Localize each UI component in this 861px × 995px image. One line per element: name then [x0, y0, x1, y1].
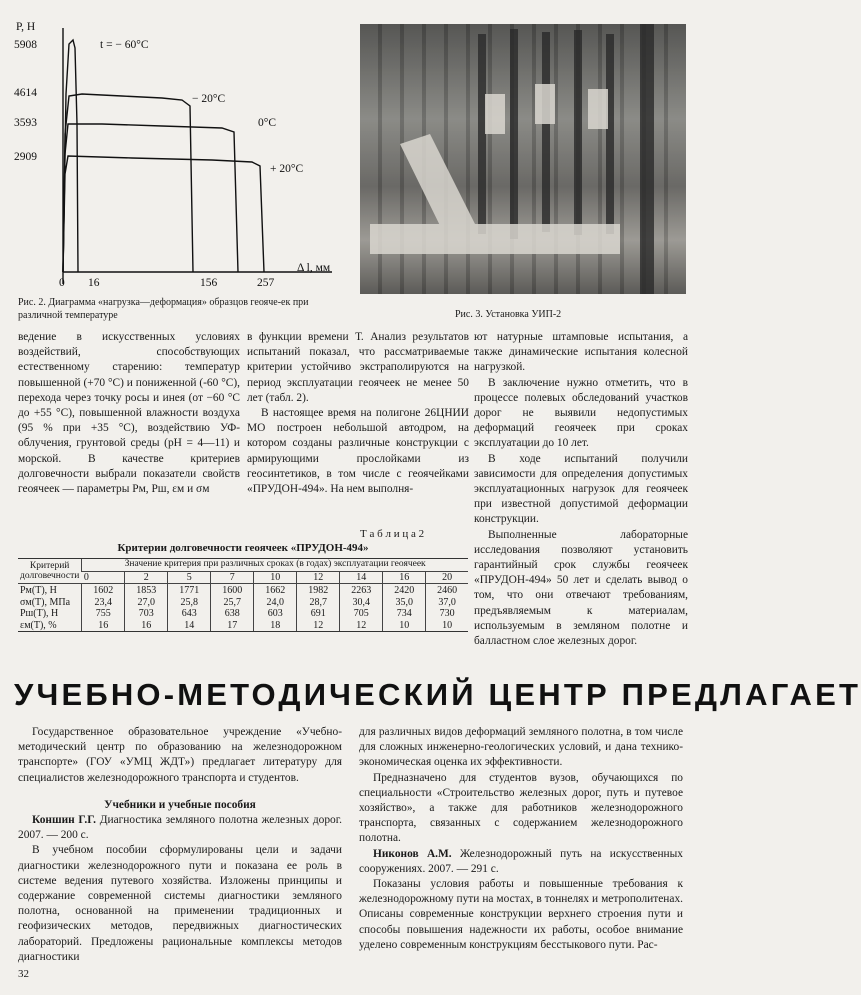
lower-left-column [18, 725, 342, 965]
cell: 16 [82, 620, 125, 632]
lower-right-column [359, 725, 683, 953]
curve-label: + 20°C [270, 163, 304, 175]
page-number: 32 [18, 968, 29, 980]
cell: 27,0 [125, 597, 168, 609]
x-tick: 156 [200, 277, 218, 289]
curve-plus20 [63, 156, 264, 272]
curve-label: 0°C [258, 117, 277, 129]
paragraph: В ходе испытаний получили зависимости для определения допустимых эксплуатационных нагрузок для геоячеек при известной допустимой деформации конструкции. [474, 452, 688, 526]
cell: 18 [254, 620, 297, 632]
x-tick: 16 [88, 277, 100, 289]
row-name: Pм(T), Н [20, 585, 57, 597]
cell: 37,0 [426, 597, 468, 609]
x-axis-label: Δ l, мм [297, 262, 331, 274]
section-banner: УЧЕБНО-МЕТОДИЧЕСКИЙ ЦЕНТР ПРЕДЛАГАЕТ [14, 677, 861, 712]
cell: 10 [383, 620, 426, 632]
paragraph: Выполненные лабораторные исследования позволяют установить гарантийный срок службы геоячеек «ПРУДОН-494» 50 лет и сделать вывод о том, что они отвечают требованиям, предъявляемым к материалам, используемым в земляном полотне и балластном слое железных дорог. [474, 528, 688, 648]
y-tick: 3593 [14, 117, 37, 129]
cell: 12 [297, 620, 340, 632]
y-tick: 5908 [14, 39, 37, 51]
cell: 24,0 [254, 597, 297, 609]
book-entry [18, 813, 342, 843]
cell: 730 [426, 608, 468, 620]
cell: 17 [211, 620, 254, 632]
cell: 603 [254, 608, 297, 620]
subheading: Учебники и учебные пособия [104, 798, 256, 811]
criteria-table [18, 559, 468, 631]
cell: 691 [297, 608, 340, 620]
y-tick: 4614 [14, 87, 37, 99]
paragraph: В заключение нужно отметить, что в процессе полевых обследований участков дорог не выявили недопустимых деформаций геоячеек при сроках эксплуатации до 10 лет. [474, 376, 688, 450]
paragraph: В настоящее время на полигоне 26ЦНИИ МО построен небольшой автодром, на котором созданы различные конструкции с армирующими прослойками из геосинтетиков, в том числе с геоячейками «ПРУДОН-494». На нем выполня- [247, 407, 469, 496]
cell: 734 [383, 608, 426, 620]
text-column-1 [18, 330, 240, 497]
paragraph: в функции времени Т. Анализ результатов испытаний показал, что рассматриваемые критерии устойчиво экстраполируются на период эксплуатации геоячеек не менее 50 лет (табл. 2). [247, 331, 469, 404]
cell: 23,4 [82, 597, 125, 609]
curve-label: − 20°C [192, 93, 226, 105]
photo-shapes [360, 24, 686, 294]
cell: 755 [82, 608, 125, 620]
year-cell: 2 [125, 571, 168, 584]
year-cell: 10 [254, 571, 297, 584]
row-name: Pш(T), Н [20, 608, 59, 620]
table-number: Т а б л и ц а 2 [360, 528, 425, 540]
cell: 25,7 [211, 597, 254, 609]
corner-header: Критерий долговечности [18, 559, 82, 584]
row-name: σм(T), МПа [20, 596, 71, 608]
years-row [18, 571, 468, 584]
text-column-3 [474, 330, 688, 649]
cell: 638 [211, 608, 254, 620]
cell: 28,7 [297, 597, 340, 609]
paragraph: ют натурные штамповые испытания, а также динамические испытания колесной нагрузкой. [474, 331, 688, 374]
y-tick: 2909 [14, 151, 37, 163]
paragraph: Предназначено для студентов вузов, обучающихся по специальности «Строительство железных дорог, путь и путевое хозяйство», а также для работников железнодорожного транспорта, связанных с содержанием железнодорожного полотна. [359, 771, 683, 845]
cell: 703 [125, 608, 168, 620]
row-name: εм(T), % [20, 619, 57, 631]
table-header-row [18, 559, 468, 571]
paragraph: для различных видов деформаций земляного полотна, в том числе для сложных инженерно-геологических условий, и дана технико-экономическая оценка их эффективности. [359, 726, 683, 769]
figure-3-caption: Рис. 3. Установка УИП-2 [455, 309, 562, 320]
x-tick: 257 [257, 277, 275, 289]
year-cell: 5 [168, 571, 211, 584]
author: Никонов А.М. [373, 847, 452, 860]
cell: 1600 [211, 584, 254, 597]
figure-2-diagram [12, 14, 360, 296]
book-entry [359, 847, 683, 877]
cell: 10 [426, 620, 468, 632]
cell: 16 [125, 620, 168, 632]
book-title: Железнодорожный путь на искусственных сооружениях. 2007. — 291 с. [359, 847, 683, 875]
cell: 643 [168, 608, 211, 620]
year-cell: 16 [383, 571, 426, 584]
load-deformation-chart [12, 14, 360, 296]
year-cell: 0 [82, 571, 125, 584]
cell: 2263 [340, 584, 383, 597]
x-tick: 0 [59, 277, 65, 289]
cell: 1853 [125, 584, 168, 597]
cell: 30,4 [340, 597, 383, 609]
curve-0 [63, 124, 238, 272]
cell: 14 [168, 620, 211, 632]
cell: 1771 [168, 584, 211, 597]
book-title: Диагностика земляного полотна железных дорог. 2007. — 200 с. [18, 814, 342, 842]
table-row [18, 597, 468, 609]
paragraph: Показаны условия работы и повышенные требования к железнодорожному пути на мостах, в тоннелях и метрополитенах. Описаны современные конструкции верхнего строения пути и способы повышения надежности их работы, особое внимание уделено современным конструкциям бесстыкового пути. Рас- [359, 878, 683, 951]
table-row [18, 608, 468, 620]
year-cell: 12 [297, 571, 340, 584]
year-cell: 7 [211, 571, 254, 584]
table-2 [18, 558, 468, 632]
cell: 1602 [82, 584, 125, 597]
curve-minus20 [63, 94, 193, 272]
paragraph: ведение в искусственных условиях воздействий, способствующих естественному старению: температур повышенной (+70 °С) и пониженной (-60 °С), перехода через точку росы и инея (от −60 °С до +55 °С), повышенной влажности воздуха (95 % при +35 °С), воздействию УФ-облучения, грунтовой среды (pH = 4—11) и морской. В качестве критериев долговечности выбрали показатели свойств геоячеек — параметры Pм, Pш, εм и σм [18, 331, 240, 496]
cell: 1982 [297, 584, 340, 597]
cell: 2420 [383, 584, 426, 597]
cell: 35,0 [383, 597, 426, 609]
figure-3-photo [360, 24, 686, 294]
year-cell: 14 [340, 571, 383, 584]
cell: 705 [340, 608, 383, 620]
paragraph: В учебном пособии сформулированы цели и задачи диагностики железнодорожного пути и показана ее роль в системе ведения путевого хозяйства. Изложены принципы и содержание современной системы диагностики земляного полотна, основанной на применении традиционных и геофизических методов, передвижных диагностических лабораторий. Предложены рациональные комплексы методов диагностики [18, 844, 342, 963]
curve-label: t = − 60°C [100, 39, 149, 51]
table-row [18, 620, 468, 632]
cell: 2460 [426, 584, 468, 597]
figure-2-caption: Рис. 2. Диаграмма «нагрузка—деформация» образцов геояче-ек при различной температуре [18, 297, 309, 321]
cell: 25,8 [168, 597, 211, 609]
table-row [18, 584, 468, 597]
cell: 12 [340, 620, 383, 632]
y-axis-label: P, H [16, 21, 36, 33]
cell: 1662 [254, 584, 297, 597]
paragraph: Государственное образовательное учреждение «Учебно-методический центр по образованию на железнодорожном транспорте» (ГОУ «УМЦ ЖДТ») предлагает литературу для специалистов железнодорожного транспорта и студентов. [18, 726, 342, 784]
group-header: Значение критерия при различных сроках (в годах) эксплуатации геоячеек [82, 559, 468, 571]
author: Коншин Г.Г. [32, 814, 97, 827]
year-cell: 20 [426, 571, 468, 584]
text-column-2 [247, 330, 469, 497]
table-title: Критерии долговечности геоячеек «ПРУДОН-494» [117, 542, 369, 554]
